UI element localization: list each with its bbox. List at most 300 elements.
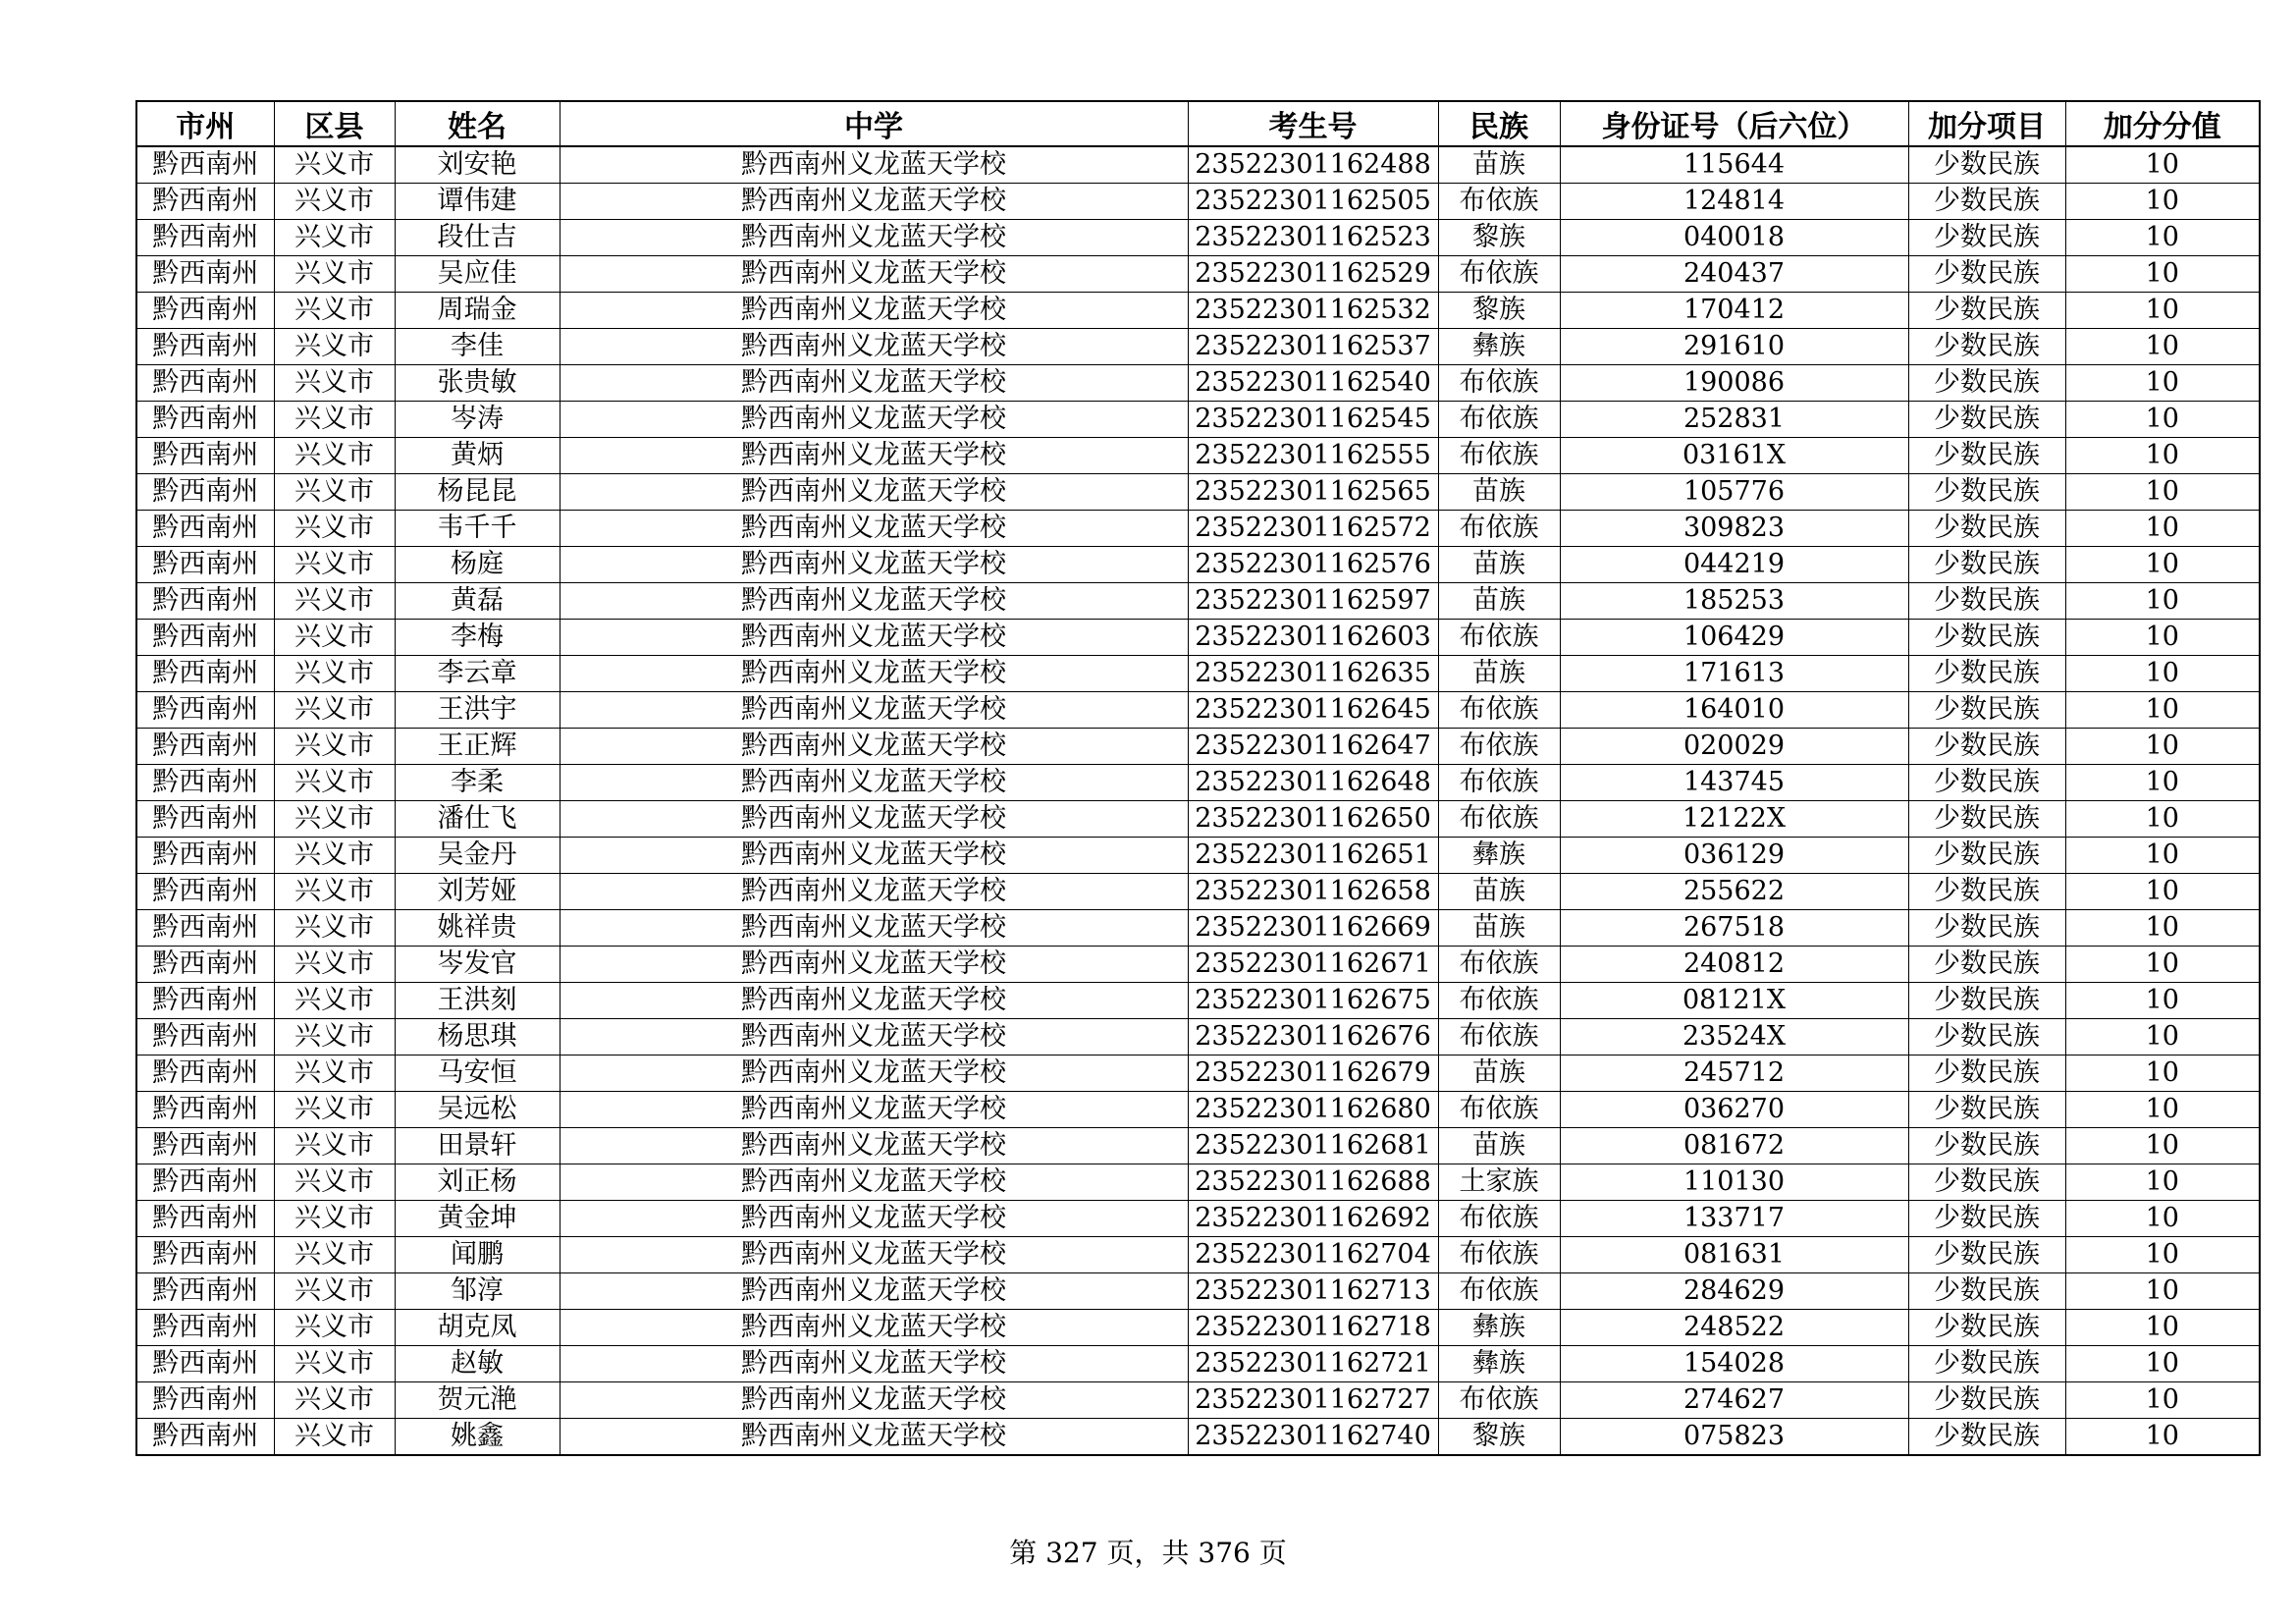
cell-exam-number: 23522301162721: [1188, 1346, 1438, 1382]
cell-exam-number: 23522301162565: [1188, 474, 1438, 511]
table-row: [136, 692, 2260, 729]
cell-school: 黔西南州义龙蓝天学校: [560, 220, 1188, 256]
cell-id-suffix: 133717: [1560, 1201, 1908, 1237]
cell-exam-number: 23522301162679: [1188, 1056, 1438, 1092]
cell-id-suffix: 124814: [1560, 184, 1908, 220]
cell-exam-number: 23522301162505: [1188, 184, 1438, 220]
cell-bonus-value: 10: [2065, 256, 2260, 293]
cell-school: 黔西南州义龙蓝天学校: [560, 801, 1188, 838]
cell-school: 黔西南州义龙蓝天学校: [560, 547, 1188, 583]
cell-id-suffix: 284629: [1560, 1273, 1908, 1310]
cell-bonus-item: 少数民族: [1908, 583, 2065, 620]
cell-school: 黔西南州义龙蓝天学校: [560, 511, 1188, 547]
cell-county: 兴义市: [274, 620, 395, 656]
cell-bonus-item: 少数民族: [1908, 1382, 2065, 1419]
cell-bonus-item: 少数民族: [1908, 874, 2065, 910]
cell-bonus-item: 少数民族: [1908, 184, 2065, 220]
cell-city: 黔西南州: [136, 1273, 274, 1310]
cell-bonus-item: 少数民族: [1908, 656, 2065, 692]
cell-name: 岑涛: [395, 402, 560, 438]
cell-name: 闻鹏: [395, 1237, 560, 1273]
table-row: [136, 729, 2260, 765]
cell-id-suffix: 115644: [1560, 146, 1908, 184]
cell-bonus-value: 10: [2065, 983, 2260, 1019]
cell-county: 兴义市: [274, 256, 395, 293]
cell-county: 兴义市: [274, 547, 395, 583]
cell-city: 黔西南州: [136, 910, 274, 947]
table-row: [136, 583, 2260, 620]
cell-name: 刘安艳: [395, 146, 560, 184]
cell-county: 兴义市: [274, 402, 395, 438]
cell-ethnicity: 布依族: [1438, 256, 1560, 293]
cell-ethnicity: 布依族: [1438, 402, 1560, 438]
cell-ethnicity: 苗族: [1438, 874, 1560, 910]
cell-name: 黄炳: [395, 438, 560, 474]
cell-name: 姚祥贵: [395, 910, 560, 947]
cell-school: 黔西南州义龙蓝天学校: [560, 1092, 1188, 1128]
cell-county: 兴义市: [274, 1056, 395, 1092]
table-row: [136, 1346, 2260, 1382]
cell-county: 兴义市: [274, 438, 395, 474]
header-school: 中学: [560, 101, 1188, 146]
table-row: [136, 620, 2260, 656]
cell-county: 兴义市: [274, 146, 395, 184]
cell-id-suffix: 036270: [1560, 1092, 1908, 1128]
cell-bonus-value: 10: [2065, 438, 2260, 474]
cell-school: 黔西南州义龙蓝天学校: [560, 329, 1188, 365]
cell-bonus-item: 少数民族: [1908, 1310, 2065, 1346]
cell-exam-number: 23522301162718: [1188, 1310, 1438, 1346]
cell-bonus-value: 10: [2065, 620, 2260, 656]
cell-ethnicity: 土家族: [1438, 1164, 1560, 1201]
cell-county: 兴义市: [274, 293, 395, 329]
cell-county: 兴义市: [274, 1164, 395, 1201]
cell-bonus-value: 10: [2065, 293, 2260, 329]
cell-name: 赵敏: [395, 1346, 560, 1382]
cell-county: 兴义市: [274, 692, 395, 729]
cell-county: 兴义市: [274, 1310, 395, 1346]
table-row: [136, 438, 2260, 474]
cell-id-suffix: 036129: [1560, 838, 1908, 874]
cell-id-suffix: 12122X: [1560, 801, 1908, 838]
cell-school: 黔西南州义龙蓝天学校: [560, 1201, 1188, 1237]
cell-exam-number: 23522301162650: [1188, 801, 1438, 838]
cell-name: 黄磊: [395, 583, 560, 620]
cell-bonus-item: 少数民族: [1908, 1128, 2065, 1164]
cell-name: 刘芳娅: [395, 874, 560, 910]
cell-county: 兴义市: [274, 1019, 395, 1056]
cell-name: 李云章: [395, 656, 560, 692]
table-row: [136, 1382, 2260, 1419]
cell-school: 黔西南州义龙蓝天学校: [560, 474, 1188, 511]
table-row: [136, 1419, 2260, 1456]
cell-bonus-item: 少数民族: [1908, 293, 2065, 329]
cell-county: 兴义市: [274, 511, 395, 547]
cell-bonus-item: 少数民族: [1908, 1056, 2065, 1092]
table-row: [136, 220, 2260, 256]
cell-school: 黔西南州义龙蓝天学校: [560, 438, 1188, 474]
cell-exam-number: 23522301162727: [1188, 1382, 1438, 1419]
cell-bonus-value: 10: [2065, 1092, 2260, 1128]
cell-ethnicity: 苗族: [1438, 1056, 1560, 1092]
cell-id-suffix: 190086: [1560, 365, 1908, 402]
cell-ethnicity: 布依族: [1438, 184, 1560, 220]
cell-ethnicity: 苗族: [1438, 1128, 1560, 1164]
cell-name: 周瑞金: [395, 293, 560, 329]
cell-bonus-item: 少数民族: [1908, 910, 2065, 947]
cell-bonus-item: 少数民族: [1908, 1419, 2065, 1456]
cell-exam-number: 23522301162648: [1188, 765, 1438, 801]
cell-ethnicity: 布依族: [1438, 947, 1560, 983]
cell-exam-number: 23522301162647: [1188, 729, 1438, 765]
header-row: [136, 101, 2260, 146]
cell-ethnicity: 布依族: [1438, 1092, 1560, 1128]
cell-name: 贺元滟: [395, 1382, 560, 1419]
cell-bonus-value: 10: [2065, 1310, 2260, 1346]
cell-bonus-value: 10: [2065, 1273, 2260, 1310]
table-row: [136, 801, 2260, 838]
cell-city: 黔西南州: [136, 692, 274, 729]
cell-county: 兴义市: [274, 220, 395, 256]
cell-bonus-item: 少数民族: [1908, 365, 2065, 402]
cell-bonus-value: 10: [2065, 1382, 2260, 1419]
cell-school: 黔西南州义龙蓝天学校: [560, 146, 1188, 184]
cell-id-suffix: 106429: [1560, 620, 1908, 656]
cell-bonus-value: 10: [2065, 146, 2260, 184]
cell-exam-number: 23522301162603: [1188, 620, 1438, 656]
cell-school: 黔西南州义龙蓝天学校: [560, 402, 1188, 438]
cell-bonus-item: 少数民族: [1908, 329, 2065, 365]
cell-bonus-value: 10: [2065, 1128, 2260, 1164]
cell-ethnicity: 布依族: [1438, 620, 1560, 656]
header-name: 姓名: [395, 101, 560, 146]
cell-county: 兴义市: [274, 1128, 395, 1164]
cell-county: 兴义市: [274, 1273, 395, 1310]
cell-bonus-item: 少数民族: [1908, 511, 2065, 547]
cell-city: 黔西南州: [136, 1019, 274, 1056]
cell-city: 黔西南州: [136, 729, 274, 765]
cell-id-suffix: 255622: [1560, 874, 1908, 910]
table-row: [136, 547, 2260, 583]
cell-county: 兴义市: [274, 1382, 395, 1419]
cell-bonus-item: 少数民族: [1908, 801, 2065, 838]
table-row: [136, 1019, 2260, 1056]
cell-city: 黔西南州: [136, 1310, 274, 1346]
cell-name: 邹淳: [395, 1273, 560, 1310]
cell-bonus-value: 10: [2065, 910, 2260, 947]
cell-name: 李梅: [395, 620, 560, 656]
cell-exam-number: 23522301162669: [1188, 910, 1438, 947]
cell-bonus-item: 少数民族: [1908, 1201, 2065, 1237]
cell-name: 吴远松: [395, 1092, 560, 1128]
cell-bonus-value: 10: [2065, 874, 2260, 910]
cell-name: 李柔: [395, 765, 560, 801]
cell-city: 黔西南州: [136, 547, 274, 583]
cell-id-suffix: 267518: [1560, 910, 1908, 947]
cell-school: 黔西南州义龙蓝天学校: [560, 1419, 1188, 1456]
cell-bonus-item: 少数民族: [1908, 220, 2065, 256]
cell-exam-number: 23522301162651: [1188, 838, 1438, 874]
table-row: [136, 474, 2260, 511]
cell-exam-number: 23522301162681: [1188, 1128, 1438, 1164]
cell-name: 王正辉: [395, 729, 560, 765]
cell-city: 黔西南州: [136, 293, 274, 329]
cell-school: 黔西南州义龙蓝天学校: [560, 656, 1188, 692]
cell-ethnicity: 彝族: [1438, 1310, 1560, 1346]
cell-id-suffix: 08121X: [1560, 983, 1908, 1019]
table-row: [136, 293, 2260, 329]
cell-exam-number: 23522301162532: [1188, 293, 1438, 329]
cell-ethnicity: 苗族: [1438, 547, 1560, 583]
cell-school: 黔西南州义龙蓝天学校: [560, 910, 1188, 947]
cell-ethnicity: 苗族: [1438, 583, 1560, 620]
cell-ethnicity: 黎族: [1438, 293, 1560, 329]
cell-id-suffix: 309823: [1560, 511, 1908, 547]
table-row: [136, 1237, 2260, 1273]
cell-school: 黔西南州义龙蓝天学校: [560, 1382, 1188, 1419]
table-row: [136, 838, 2260, 874]
cell-bonus-value: 10: [2065, 1346, 2260, 1382]
cell-bonus-value: 10: [2065, 220, 2260, 256]
cell-bonus-item: 少数民族: [1908, 729, 2065, 765]
cell-school: 黔西南州义龙蓝天学校: [560, 1164, 1188, 1201]
cell-bonus-item: 少数民族: [1908, 1019, 2065, 1056]
cell-exam-number: 23522301162635: [1188, 656, 1438, 692]
cell-county: 兴义市: [274, 184, 395, 220]
cell-city: 黔西南州: [136, 511, 274, 547]
cell-bonus-item: 少数民族: [1908, 1092, 2065, 1128]
cell-ethnicity: 布依族: [1438, 765, 1560, 801]
cell-school: 黔西南州义龙蓝天学校: [560, 1346, 1188, 1382]
cell-bonus-value: 10: [2065, 947, 2260, 983]
cell-bonus-value: 10: [2065, 402, 2260, 438]
cell-county: 兴义市: [274, 656, 395, 692]
cell-name: 张贵敏: [395, 365, 560, 402]
cell-exam-number: 23522301162645: [1188, 692, 1438, 729]
cell-bonus-value: 10: [2065, 729, 2260, 765]
cell-bonus-item: 少数民族: [1908, 1237, 2065, 1273]
cell-exam-number: 23522301162704: [1188, 1237, 1438, 1273]
cell-school: 黔西南州义龙蓝天学校: [560, 184, 1188, 220]
cell-bonus-item: 少数民族: [1908, 1273, 2065, 1310]
cell-city: 黔西南州: [136, 184, 274, 220]
cell-county: 兴义市: [274, 983, 395, 1019]
cell-ethnicity: 布依族: [1438, 1237, 1560, 1273]
cell-bonus-item: 少数民族: [1908, 474, 2065, 511]
header-id-suffix: 身份证号（后六位）: [1560, 101, 1908, 146]
cell-bonus-item: 少数民族: [1908, 1164, 2065, 1201]
cell-city: 黔西南州: [136, 1346, 274, 1382]
cell-exam-number: 23522301162713: [1188, 1273, 1438, 1310]
table-row: [136, 1164, 2260, 1201]
cell-county: 兴义市: [274, 583, 395, 620]
cell-name: 黄金坤: [395, 1201, 560, 1237]
cell-id-suffix: 274627: [1560, 1382, 1908, 1419]
cell-id-suffix: 075823: [1560, 1419, 1908, 1456]
cell-exam-number: 23522301162658: [1188, 874, 1438, 910]
cell-city: 黔西南州: [136, 438, 274, 474]
cell-bonus-value: 10: [2065, 365, 2260, 402]
cell-bonus-value: 10: [2065, 474, 2260, 511]
table-row: [136, 146, 2260, 184]
cell-id-suffix: 081672: [1560, 1128, 1908, 1164]
cell-county: 兴义市: [274, 874, 395, 910]
cell-name: 马安恒: [395, 1056, 560, 1092]
cell-exam-number: 23522301162545: [1188, 402, 1438, 438]
cell-city: 黔西南州: [136, 1382, 274, 1419]
cell-school: 黔西南州义龙蓝天学校: [560, 256, 1188, 293]
cell-city: 黔西南州: [136, 765, 274, 801]
cell-city: 黔西南州: [136, 1201, 274, 1237]
table-row: [136, 983, 2260, 1019]
cell-exam-number: 23522301162537: [1188, 329, 1438, 365]
cell-ethnicity: 布依族: [1438, 365, 1560, 402]
cell-id-suffix: 044219: [1560, 547, 1908, 583]
cell-id-suffix: 240437: [1560, 256, 1908, 293]
cell-ethnicity: 布依族: [1438, 983, 1560, 1019]
cell-exam-number: 23522301162572: [1188, 511, 1438, 547]
cell-bonus-item: 少数民族: [1908, 947, 2065, 983]
cell-ethnicity: 苗族: [1438, 474, 1560, 511]
cell-ethnicity: 布依族: [1438, 1382, 1560, 1419]
cell-bonus-item: 少数民族: [1908, 765, 2065, 801]
cell-ethnicity: 布依族: [1438, 692, 1560, 729]
cell-id-suffix: 154028: [1560, 1346, 1908, 1382]
cell-ethnicity: 黎族: [1438, 1419, 1560, 1456]
table-row: [136, 874, 2260, 910]
cell-county: 兴义市: [274, 329, 395, 365]
cell-ethnicity: 布依族: [1438, 1201, 1560, 1237]
cell-school: 黔西南州义龙蓝天学校: [560, 293, 1188, 329]
cell-exam-number: 23522301162692: [1188, 1201, 1438, 1237]
cell-county: 兴义市: [274, 474, 395, 511]
cell-name: 姚鑫: [395, 1419, 560, 1456]
cell-id-suffix: 185253: [1560, 583, 1908, 620]
cell-school: 黔西南州义龙蓝天学校: [560, 1128, 1188, 1164]
cell-school: 黔西南州义龙蓝天学校: [560, 1310, 1188, 1346]
cell-city: 黔西南州: [136, 365, 274, 402]
cell-name: 王洪刻: [395, 983, 560, 1019]
cell-ethnicity: 彝族: [1438, 838, 1560, 874]
cell-exam-number: 23522301162688: [1188, 1164, 1438, 1201]
cell-name: 潘仕飞: [395, 801, 560, 838]
cell-id-suffix: 252831: [1560, 402, 1908, 438]
cell-id-suffix: 240812: [1560, 947, 1908, 983]
cell-name: 王洪宇: [395, 692, 560, 729]
cell-county: 兴义市: [274, 1419, 395, 1456]
cell-county: 兴义市: [274, 729, 395, 765]
cell-bonus-item: 少数民族: [1908, 256, 2065, 293]
cell-school: 黔西南州义龙蓝天学校: [560, 838, 1188, 874]
cell-county: 兴义市: [274, 1237, 395, 1273]
cell-name: 吴应佳: [395, 256, 560, 293]
cell-city: 黔西南州: [136, 1164, 274, 1201]
table-row: [136, 329, 2260, 365]
cell-city: 黔西南州: [136, 656, 274, 692]
cell-exam-number: 23522301162671: [1188, 947, 1438, 983]
cell-id-suffix: 03161X: [1560, 438, 1908, 474]
cell-bonus-value: 10: [2065, 184, 2260, 220]
cell-name: 杨思琪: [395, 1019, 560, 1056]
cell-bonus-value: 10: [2065, 692, 2260, 729]
cell-bonus-item: 少数民族: [1908, 620, 2065, 656]
table-row: [136, 910, 2260, 947]
cell-school: 黔西南州义龙蓝天学校: [560, 1237, 1188, 1273]
cell-bonus-value: 10: [2065, 1164, 2260, 1201]
cell-school: 黔西南州义龙蓝天学校: [560, 874, 1188, 910]
cell-school: 黔西南州义龙蓝天学校: [560, 583, 1188, 620]
cell-id-suffix: 248522: [1560, 1310, 1908, 1346]
cell-city: 黔西南州: [136, 583, 274, 620]
cell-bonus-value: 10: [2065, 329, 2260, 365]
cell-school: 黔西南州义龙蓝天学校: [560, 947, 1188, 983]
cell-id-suffix: 110130: [1560, 1164, 1908, 1201]
cell-city: 黔西南州: [136, 1128, 274, 1164]
table-row: [136, 1201, 2260, 1237]
table-row: [136, 765, 2260, 801]
cell-city: 黔西南州: [136, 402, 274, 438]
table-row: [136, 256, 2260, 293]
cell-exam-number: 23522301162540: [1188, 365, 1438, 402]
cell-ethnicity: 布依族: [1438, 1019, 1560, 1056]
cell-city: 黔西南州: [136, 146, 274, 184]
cell-exam-number: 23522301162597: [1188, 583, 1438, 620]
header-bonus-item: 加分项目: [1908, 101, 2065, 146]
cell-name: 胡克凤: [395, 1310, 560, 1346]
table-row: [136, 947, 2260, 983]
table-row: [136, 656, 2260, 692]
cell-exam-number: 23522301162488: [1188, 146, 1438, 184]
cell-exam-number: 23522301162676: [1188, 1019, 1438, 1056]
cell-id-suffix: 170412: [1560, 293, 1908, 329]
cell-school: 黔西南州义龙蓝天学校: [560, 765, 1188, 801]
cell-county: 兴义市: [274, 365, 395, 402]
cell-school: 黔西南州义龙蓝天学校: [560, 620, 1188, 656]
cell-ethnicity: 黎族: [1438, 220, 1560, 256]
cell-name: 吴金丹: [395, 838, 560, 874]
cell-school: 黔西南州义龙蓝天学校: [560, 1273, 1188, 1310]
cell-bonus-item: 少数民族: [1908, 402, 2065, 438]
cell-county: 兴义市: [274, 1092, 395, 1128]
cell-exam-number: 23522301162555: [1188, 438, 1438, 474]
cell-id-suffix: 164010: [1560, 692, 1908, 729]
cell-city: 黔西南州: [136, 220, 274, 256]
table-row: [136, 1092, 2260, 1128]
cell-ethnicity: 布依族: [1438, 729, 1560, 765]
cell-bonus-value: 10: [2065, 583, 2260, 620]
cell-bonus-item: 少数民族: [1908, 146, 2065, 184]
cell-ethnicity: 布依族: [1438, 438, 1560, 474]
cell-name: 刘正杨: [395, 1164, 560, 1201]
cell-id-suffix: 291610: [1560, 329, 1908, 365]
cell-bonus-item: 少数民族: [1908, 547, 2065, 583]
cell-id-suffix: 105776: [1560, 474, 1908, 511]
cell-city: 黔西南州: [136, 474, 274, 511]
cell-name: 李佳: [395, 329, 560, 365]
header-exam-number: 考生号: [1188, 101, 1438, 146]
cell-city: 黔西南州: [136, 801, 274, 838]
cell-county: 兴义市: [274, 1346, 395, 1382]
cell-bonus-item: 少数民族: [1908, 983, 2065, 1019]
cell-id-suffix: 040018: [1560, 220, 1908, 256]
cell-bonus-value: 10: [2065, 1056, 2260, 1092]
header-bonus-value: 加分分值: [2065, 101, 2260, 146]
cell-city: 黔西南州: [136, 329, 274, 365]
cell-bonus-value: 10: [2065, 547, 2260, 583]
cell-id-suffix: 143745: [1560, 765, 1908, 801]
cell-ethnicity: 苗族: [1438, 656, 1560, 692]
cell-bonus-value: 10: [2065, 1419, 2260, 1456]
